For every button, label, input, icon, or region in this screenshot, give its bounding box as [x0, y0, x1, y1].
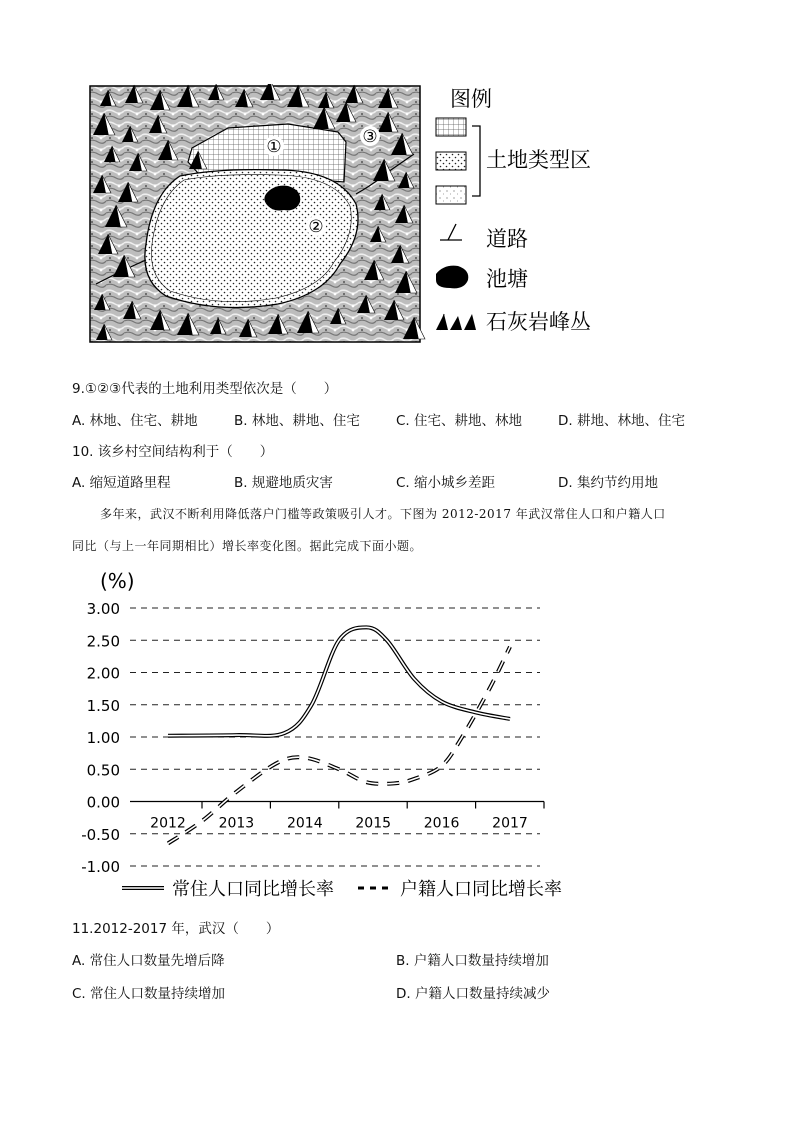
q9-option-d[interactable]: D. 耕地、林地、住宅: [558, 413, 685, 429]
legend-registered-label: 户籍人口同比增长率: [400, 879, 562, 900]
chart-series: [168, 627, 510, 843]
question-text: ①②③代表的土地利用类型依次是（ ）: [84, 381, 338, 397]
y-tick-label: 3.00: [86, 600, 120, 618]
question-11-stem: [72, 920, 279, 938]
legend-karst-icon: [436, 314, 476, 330]
passage-line-1: 多年来，武汉不断利用降低落户门槛等政策吸引人才。下图为 2012-2017 年武汉常住人口和户籍人口: [100, 507, 666, 521]
q11-option-b[interactable]: B. 户籍人口数量持续增加: [396, 953, 549, 969]
x-tick-label: 2012: [150, 815, 186, 832]
x-tick-label: 2013: [218, 815, 255, 832]
y-tick-label: 0.00: [86, 793, 120, 812]
y-tick-label: 1.50: [86, 696, 120, 715]
q11-option-c[interactable]: C. 常住人口数量持续增加: [72, 986, 226, 1002]
legend-karst: 石灰岩峰丛: [486, 310, 591, 334]
zone-label-1: ①: [266, 137, 282, 157]
chart-svg: [60, 566, 590, 906]
y-tick-label: -0.50: [81, 825, 120, 844]
y-tick-label: 1.00: [86, 729, 120, 747]
y-tick-label: -1.00: [81, 858, 120, 876]
zone-label-2: ②: [308, 217, 324, 237]
q9-option-b[interactable]: B. 林地、耕地、住宅: [234, 413, 360, 429]
legend-swatch-grid: [436, 118, 466, 136]
chart-y-ticks: [81, 600, 120, 876]
series-registered-line: [168, 647, 510, 844]
q10-option-a[interactable]: A. 缩短道路里程: [72, 475, 171, 491]
question-number: 9.: [72, 381, 85, 397]
chart-unit-label: (%): [100, 569, 135, 593]
map-svg: [88, 84, 628, 346]
q11-option-d[interactable]: D. 户籍人口数量持续减少: [396, 986, 550, 1002]
q11-option-a[interactable]: A. 常住人口数量先增后降: [72, 953, 225, 969]
chart-legend: [122, 879, 562, 900]
passage-line-2: 同比（与上一年同期相比）增长率变化图。据此完成下面小题。: [72, 539, 423, 553]
series-resident-line: [168, 627, 510, 736]
legend-title: 图例: [450, 87, 492, 111]
q10-option-b[interactable]: B. 规避地质灾害: [234, 475, 333, 491]
question-text: 该乡村空间结构利于（ ）: [97, 444, 274, 460]
question-number: 11.: [72, 921, 94, 937]
x-tick-label: 2016: [423, 815, 460, 832]
x-tick-label: 2014: [286, 815, 323, 832]
question-10-stem: [72, 443, 273, 461]
legend-pond: 池塘: [486, 267, 528, 291]
y-tick-label: 0.50: [86, 761, 120, 780]
q9-option-c[interactable]: C. 住宅、耕地、林地: [396, 413, 523, 429]
question-9-stem: [72, 380, 337, 398]
legend-resident-label: 常住人口同比增长率: [172, 879, 334, 900]
legend-brace: [472, 126, 480, 196]
legend-land-type: 土地类型区: [486, 148, 591, 172]
legend-pond-icon: [436, 266, 468, 289]
zone-label-3: ③: [362, 127, 378, 147]
legend-swatch-dots: [436, 152, 466, 170]
q9-option-a[interactable]: A. 林地、住宅、耕地: [72, 413, 198, 429]
q10-option-c[interactable]: C. 缩小城乡差距: [396, 475, 496, 491]
legend-road: 道路: [486, 227, 528, 251]
x-tick-label: 2015: [355, 815, 392, 832]
question-number: 10.: [72, 444, 94, 460]
y-tick-label: 2.50: [86, 632, 120, 651]
population-chart: [60, 566, 590, 906]
x-tick-label: 2017: [492, 815, 528, 832]
map-figure: [88, 84, 628, 346]
legend-swatch-sparse: [436, 186, 466, 204]
question-text: 2012-2017 年，武汉（ ）: [93, 921, 280, 937]
q10-option-d[interactable]: D. 集约节约用地: [558, 475, 658, 491]
y-tick-label: 2.00: [86, 664, 120, 683]
